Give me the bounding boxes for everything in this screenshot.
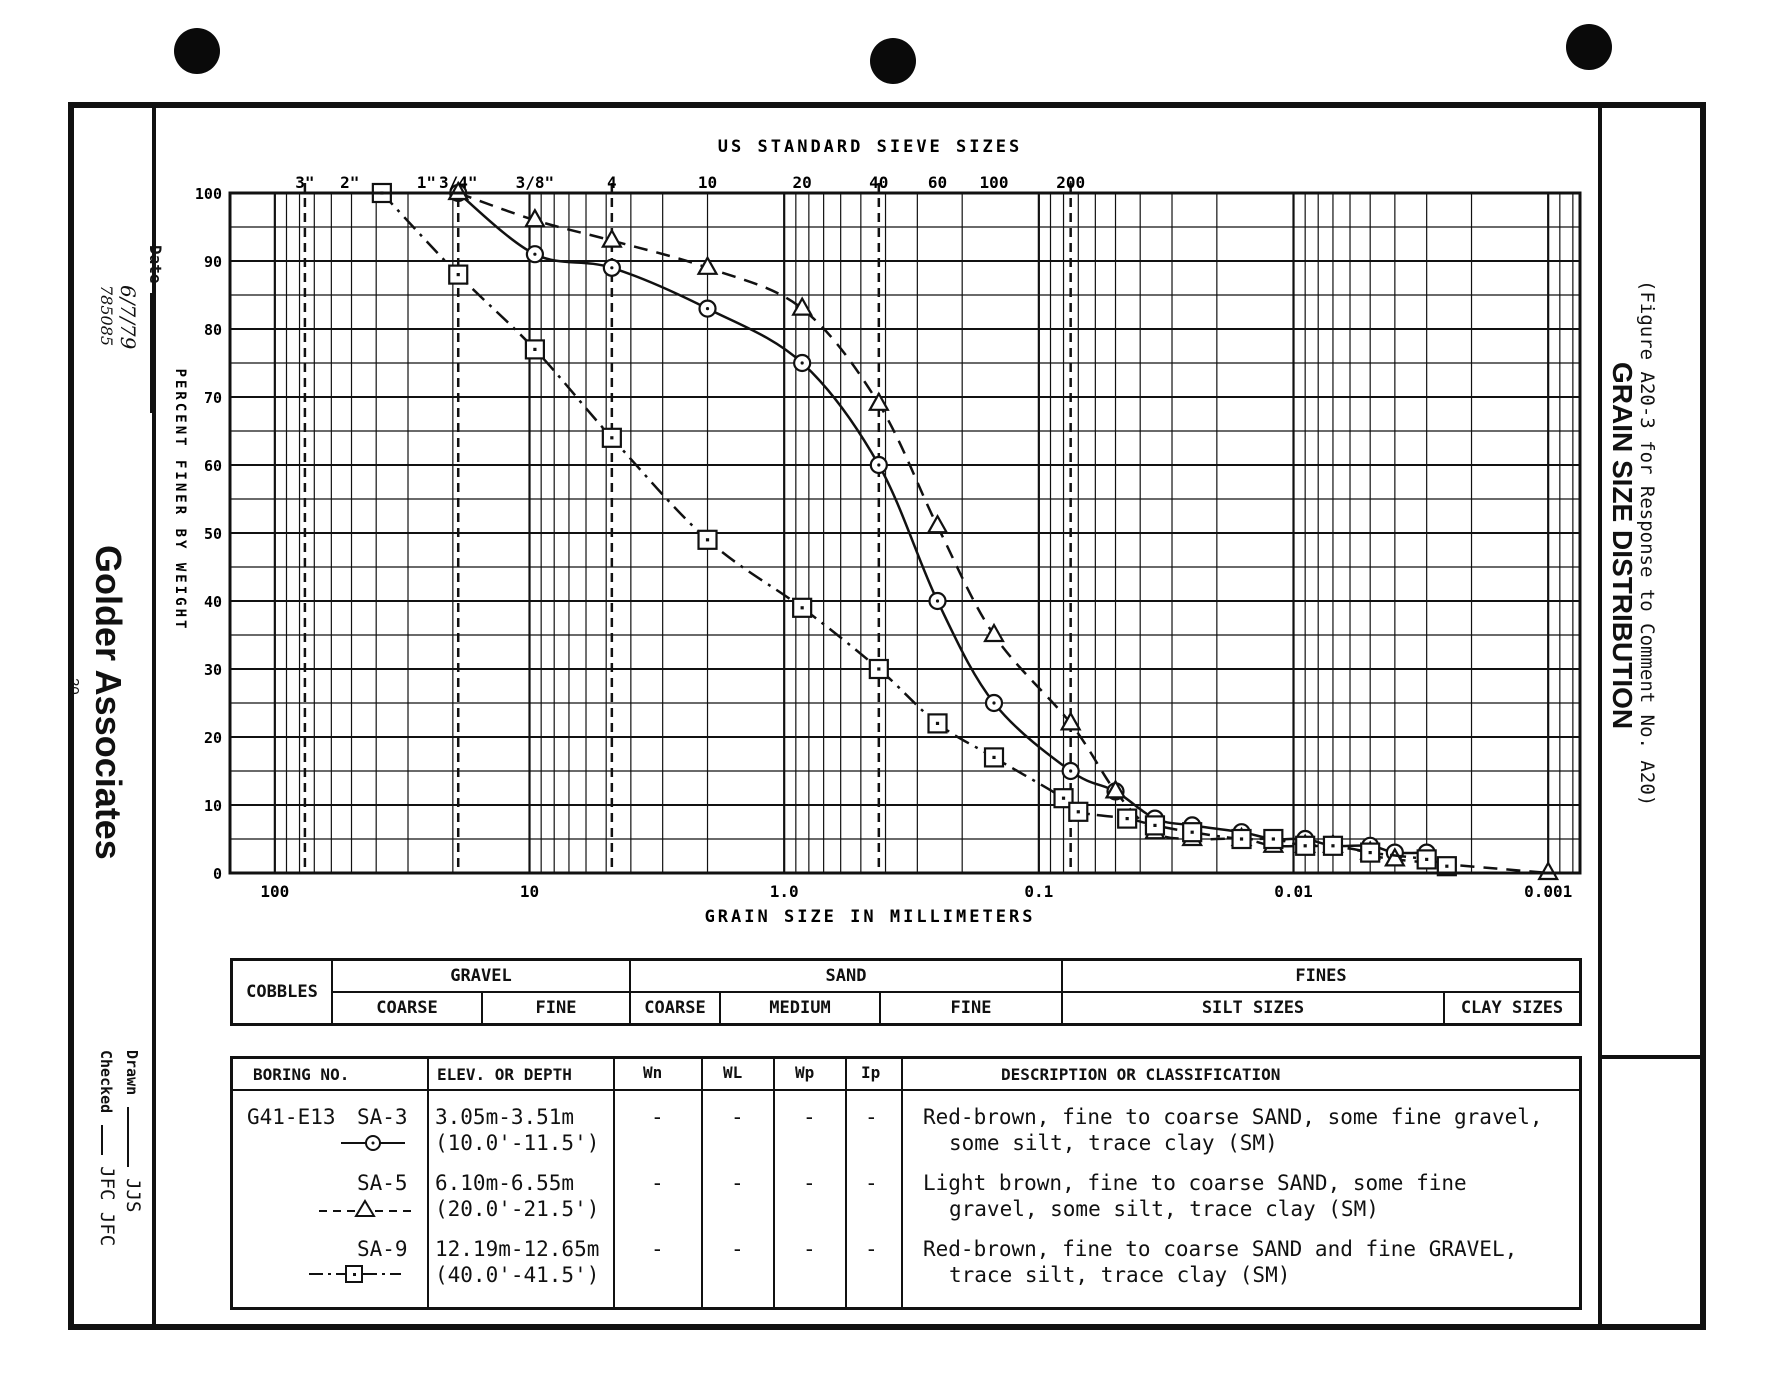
sand-coarse: COARSE — [631, 993, 721, 1023]
y-tick-label: 10 — [203, 797, 222, 815]
data-point-sa-9-center — [1272, 837, 1275, 840]
y-axis-label: PERCENT FINER BY WEIGHT — [172, 368, 188, 632]
gravel-header: GRAVEL — [333, 961, 631, 993]
fines-header: FINES — [1063, 961, 1579, 993]
data-point-sa-9-center — [533, 348, 536, 351]
wn-row2: - — [651, 1171, 664, 1195]
sieve-label: 200 — [1056, 173, 1086, 192]
y-tick-label: 90 — [203, 253, 222, 271]
data-point-sa-3-center — [610, 266, 613, 269]
checked-value: JFC — [96, 1166, 118, 1201]
gravel-fine: FINE — [483, 993, 631, 1023]
y-tick-label: 70 — [203, 389, 222, 407]
elev-row2-b: (20.0'-21.5') — [435, 1197, 600, 1221]
right-panel-divider — [1600, 1055, 1704, 1059]
desc-row1-a: Red-brown, fine to coarse SAND, some fine gravel, — [923, 1105, 1543, 1129]
checked-label: Checked — [97, 1050, 115, 1114]
header-elev: ELEV. OR DEPTH — [437, 1065, 572, 1084]
chart-grid — [230, 193, 1580, 873]
y-tick-label: 40 — [203, 593, 222, 611]
wp-row3: - — [803, 1237, 816, 1261]
data-point-sa-9-center — [1369, 851, 1372, 854]
data-point-sa-3-center — [1069, 769, 1072, 772]
sieve-label: 10 — [697, 173, 718, 192]
data-point-sa-3-center — [936, 599, 939, 602]
header-wl: WL — [723, 1063, 743, 1082]
x-tick-label: 100 — [260, 882, 290, 901]
data-point-sa-9-center — [1445, 865, 1448, 868]
y-tick-label: 20 — [203, 729, 222, 747]
date-value: 6/7/79 — [116, 285, 140, 350]
sieve-label: 4 — [607, 173, 617, 192]
chart-series — [373, 183, 1557, 879]
sieve-lines — [305, 183, 1071, 873]
gravel-coarse: COARSE — [333, 993, 483, 1023]
wn-row1: - — [651, 1105, 664, 1129]
header-desc: DESCRIPTION OR CLASSIFICATION — [1001, 1065, 1281, 1084]
header-ip: Ip — [861, 1063, 881, 1082]
sieve-label: 3/4" — [438, 173, 478, 192]
data-point-sa-9-center — [1425, 858, 1428, 861]
drawn-checked-block — [74, 1050, 144, 1300]
elev-row3-a: 12.19m-12.65m — [435, 1237, 600, 1261]
sand-header: SAND — [631, 961, 1063, 993]
wn-row3: - — [651, 1237, 664, 1261]
desc-row3-a: Red-brown, fine to coarse SAND and fine GRAVEL, — [923, 1237, 1518, 1261]
legend-square-marker — [305, 1263, 405, 1285]
wp-row1: - — [803, 1105, 816, 1129]
header-wn: Wn — [643, 1063, 663, 1082]
ip-row3: - — [865, 1237, 878, 1261]
data-point-sa-9-center — [936, 722, 939, 725]
data-point-sa-9-center — [1153, 824, 1156, 827]
data-point-sa-9-center — [1077, 810, 1080, 813]
checked-value-2: JFC — [96, 1211, 118, 1247]
chart-labels — [195, 173, 1572, 901]
figure-title: GRAIN SIZE DISTRIBUTION — [1607, 362, 1638, 730]
sieve-label: 2" — [340, 173, 360, 192]
data-point-sa-9-center — [1331, 844, 1334, 847]
y-tick-label: 80 — [203, 321, 222, 339]
desc-row1-b: some silt, trace clay (SM) — [949, 1131, 1278, 1155]
data-point-sa-5 — [1539, 863, 1557, 879]
page-number: 20 — [65, 678, 82, 695]
data-point-sa-9-center — [801, 606, 804, 609]
sieve-label: 1" — [416, 173, 437, 192]
chart-title: US STANDARD SIEVE SIZES — [717, 137, 1023, 157]
cobbles-cell: COBBLES — [233, 961, 333, 1023]
boring-table — [230, 1056, 1582, 1310]
desc-row2-a: Light brown, fine to coarse SAND, some fine — [923, 1171, 1467, 1195]
y-tick-label: 30 — [203, 661, 222, 679]
x-tick-label: 0.001 — [1524, 882, 1573, 901]
sieve-label: 3/8" — [515, 173, 555, 192]
wl-row1: - — [731, 1105, 744, 1129]
legend-triangle-marker — [315, 1199, 415, 1219]
data-point-sa-9-center — [457, 273, 460, 276]
drawn-value: JJS — [122, 1178, 144, 1213]
data-point-sa-3-center — [801, 361, 804, 364]
data-point-sa-5 — [603, 231, 621, 247]
date-label: Date — [146, 245, 165, 284]
sample-label: SA-5 — [357, 1171, 408, 1195]
wp-row2: - — [803, 1171, 816, 1195]
sieve-label: 60 — [927, 173, 948, 192]
boring-id: G41-E13 — [247, 1105, 336, 1129]
data-point-sa-9-center — [877, 667, 880, 670]
x-tick-label: 10 — [519, 882, 540, 901]
y-tick-label: 0 — [212, 865, 222, 883]
elev-row3-b: (40.0'-41.5') — [435, 1263, 600, 1287]
x-tick-label: 0.1 — [1024, 882, 1054, 901]
data-point-sa-9-center — [1304, 844, 1307, 847]
x-tick-label: 1.0 — [769, 882, 799, 901]
drawn-label: Drawn — [123, 1050, 141, 1096]
company-name: Golder Associates — [88, 545, 129, 860]
elev-row2-a: 6.10m-6.55m — [435, 1171, 575, 1195]
sand-fine: FINE — [881, 993, 1063, 1023]
data-point-sa-3-center — [706, 307, 709, 310]
data-point-sa-5 — [929, 516, 947, 532]
clay-sizes: CLAY SIZES — [1460, 998, 1564, 1018]
sieve-label: 3" — [295, 173, 315, 192]
elev-row1-a: 3.05m-3.51m — [435, 1105, 575, 1129]
sieve-label: 20 — [792, 173, 812, 192]
data-point-sa-9-center — [1191, 831, 1194, 834]
data-point-sa-9-center — [992, 756, 995, 759]
wl-row2: - — [731, 1171, 744, 1195]
sieve-label: 40 — [869, 173, 889, 192]
data-point-sa-9-center — [706, 538, 709, 541]
wl-row3: - — [731, 1237, 744, 1261]
sample-label: SA-3 — [357, 1105, 408, 1129]
ip-row2: - — [865, 1171, 878, 1195]
data-point-sa-3-center — [877, 463, 880, 466]
data-point-sa-9-center — [1240, 837, 1243, 840]
sample-label: SA-9 — [357, 1237, 408, 1261]
sand-medium: MEDIUM — [721, 993, 881, 1023]
data-point-sa-9-center — [1062, 797, 1065, 800]
legend-circle-marker — [333, 1133, 413, 1153]
data-point-sa-9-center — [1126, 817, 1129, 820]
y-tick-label: 100 — [194, 185, 222, 203]
ip-row1: - — [865, 1105, 878, 1129]
desc-row2-b: gravel, some silt, trace clay (SM) — [949, 1197, 1379, 1221]
header-wp: Wp — [795, 1063, 815, 1082]
x-axis-label: GRAIN SIZE IN MILLIMETERS — [704, 907, 1036, 927]
y-tick-label: 60 — [203, 457, 222, 475]
sieve-label: 100 — [979, 173, 1009, 192]
figure-subtitle: (Figure A20-3 for Response to Comment No. A20) — [1636, 280, 1658, 807]
x-tick-label: 0.01 — [1274, 882, 1313, 901]
classification-table — [230, 958, 1582, 1026]
y-tick-label: 50 — [203, 525, 222, 543]
silt-sizes: SILT SIZES — [1063, 993, 1445, 1023]
elev-row1-b: (10.0'-11.5') — [435, 1131, 600, 1155]
data-point-sa-3-center — [533, 253, 536, 256]
desc-row3-b: trace silt, trace clay (SM) — [949, 1263, 1291, 1287]
ref-value: 785085 — [97, 285, 116, 347]
data-point-sa-9-center — [610, 436, 613, 439]
data-point-sa-3-center — [992, 701, 995, 704]
data-point-sa-5 — [985, 625, 1003, 641]
header-boring: BORING NO. — [253, 1065, 350, 1084]
